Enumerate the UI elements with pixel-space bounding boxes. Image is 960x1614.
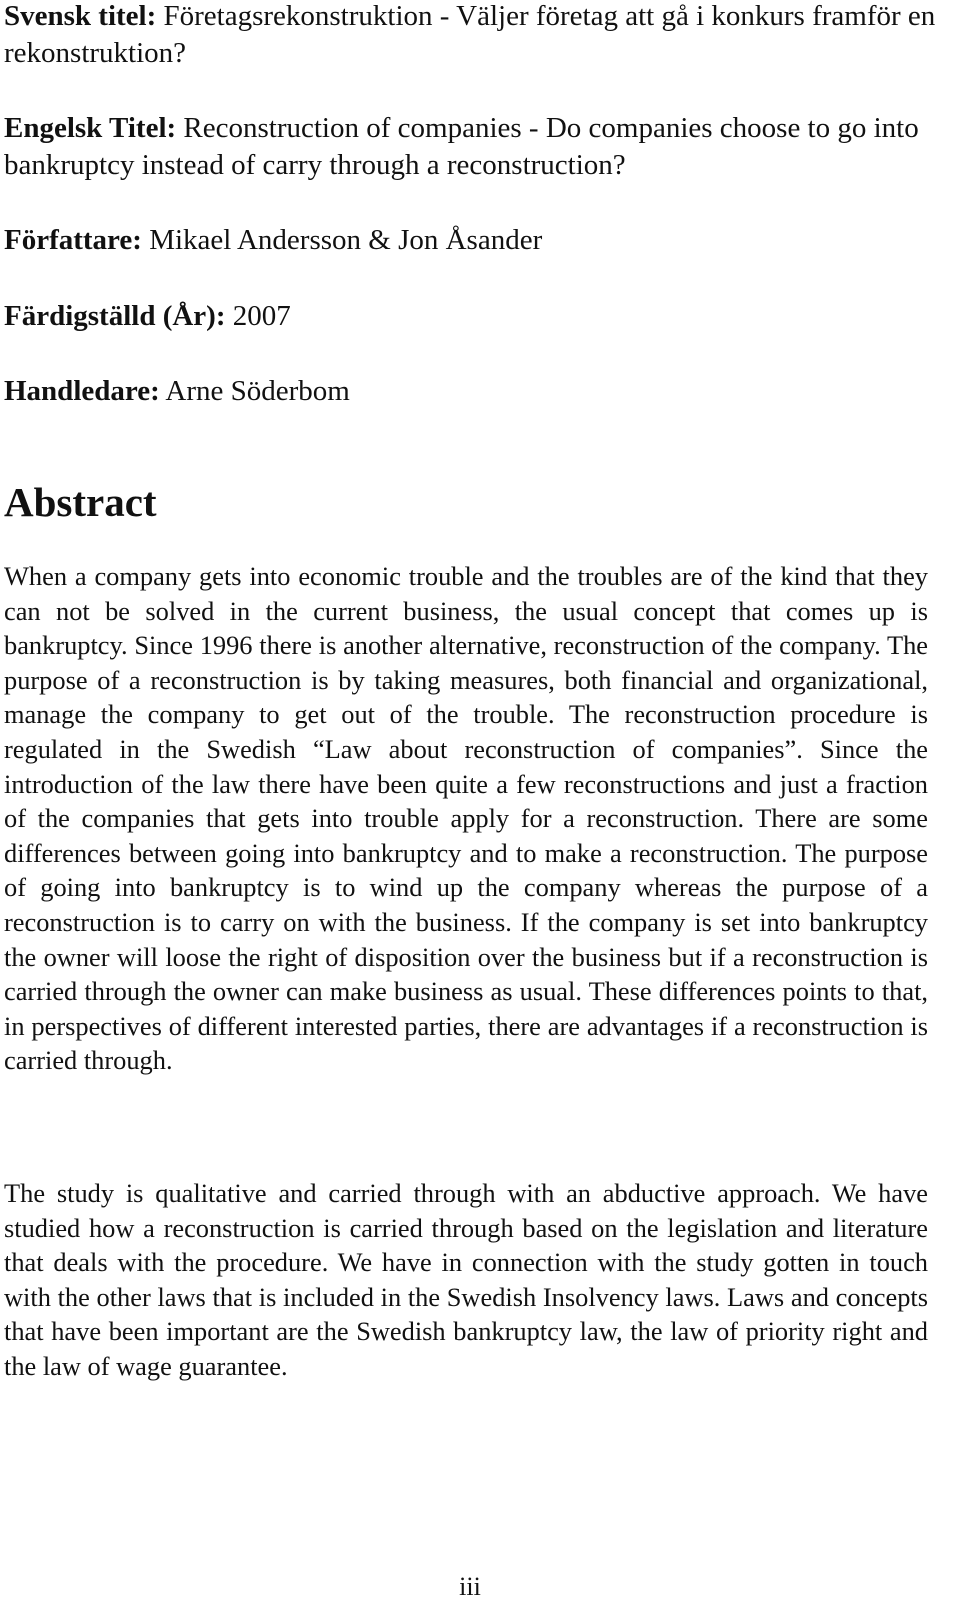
authors-value: Mikael Andersson & Jon Åsander <box>141 224 543 256</box>
swedish-title-label: Svensk titel: <box>4 0 157 32</box>
authors <box>4 222 944 259</box>
completion-year-label: Färdigställd (År): <box>4 300 226 332</box>
completion-year <box>4 298 944 335</box>
english-title <box>4 110 944 184</box>
abstract-heading: Abstract <box>4 479 157 525</box>
abstract-paragraph-1: When a company gets into economic trouble and the troubles are of the kind that they can not be solved in the current business, the usual concept that comes up is bankruptcy. Since 1996 there is another alternative, reconstruction of the company. The purpose of a reconstruction is by taking measures, both financial and organizational, manage the company to get out of the trouble. The reconstruction procedure is regulated in the Swedish “Law about reconstruction of companies”. Since the introduction of the law there have been quite a few reconstructions and just a fraction of the companies that gets into trouble apply for a reconstruction. There are some differences between going into bankruptcy and to make a reconstruction. The purpose of going into bankruptcy is to wind up the company whereas the purpose of a reconstruction is to carry on with the business. If the company is set into bankruptcy the owner will loose the right of disposition over the business but if a reconstruction is carried through the owner can make business as usual. These differences points to that, in perspectives of different interested parties, there are advantages if a reconstruction is carried through. <box>4 561 928 1076</box>
supervisor-label: Handledare: <box>4 375 160 407</box>
english-title-label: Engelsk Titel: <box>4 112 177 144</box>
supervisor-value: Arne Söderbom <box>159 375 350 407</box>
completion-year-value: 2007 <box>225 300 291 332</box>
english-title-value: Reconstruction of companies - Do companies choose to go into bankruptcy instead of carry through a reconstruction? <box>4 112 919 181</box>
swedish-title <box>4 0 944 72</box>
supervisor <box>4 373 944 410</box>
page-number: iii <box>459 1572 481 1601</box>
swedish-title-value: Företagsrekonstruktion - Väljer företag att gå i konkurs framför en rekonstruktion? <box>4 0 936 69</box>
abstract-paragraph-2: The study is qualitative and carried through with an abductive approach. We have studied how a reconstruction is carried through based on the legislation and literature that deals with the procedure. We have in connection with the study gotten in touch with the other laws that is included in the Swedish Insolvency laws. Laws and concepts that have been important are the Swedish bankruptcy law, the law of priority right and the law of wage guarantee. <box>4 1178 928 1381</box>
authors-label: Författare: <box>4 224 142 256</box>
